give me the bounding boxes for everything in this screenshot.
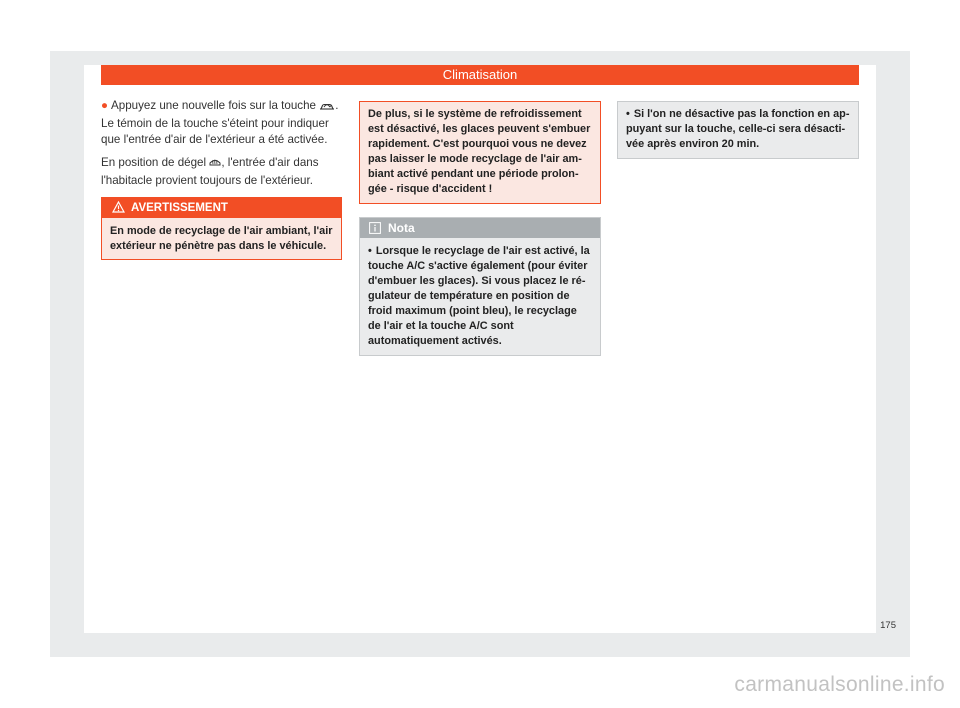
warning-title: AVERTISSEMENT — [131, 202, 228, 214]
page-number: 175 — [880, 620, 896, 631]
warning-header — [102, 198, 341, 218]
warning-text: En mode de recyclage de l'air ambiant, l'air extérieur ne pénètre pas dans le véhicule. — [102, 218, 341, 259]
paragraph-recirculation — [101, 98, 342, 148]
watermark-footer — [0, 672, 960, 708]
para1-text-a: Appuyez une nouvelle fois sur la touche — [111, 99, 316, 112]
watermark-text: carmanualsonline.info — [734, 673, 945, 696]
warning-continued-text: De plus, si le système de refroidissement est désactivé, les glaces peuvent s'embuer rapidement. C'est pourquoi vous ne devez pas laisser le mode recyclage de l'air am-biant activé pendant une période prolon-gée - risque d'accident ! — [368, 108, 591, 195]
defrost-icon — [209, 157, 221, 173]
bullet-icon: ● — [101, 99, 109, 112]
note-box — [359, 217, 601, 356]
car-recirculation-icon — [319, 100, 335, 116]
warning-continued-box — [359, 101, 601, 204]
warning-box — [101, 197, 342, 260]
note-title: Nota — [388, 221, 415, 235]
note-continued-box — [617, 101, 859, 159]
note-text — [360, 238, 600, 355]
info-icon — [369, 220, 381, 240]
ac-key-label-2: A/C — [468, 320, 488, 332]
note-header — [360, 218, 600, 238]
note-continued-text: Si l'on ne désactive pas la fonction en ap-puyant sur la touche, celle-ci sera désacti-vée après environ 20 min. — [626, 108, 850, 150]
para1-text-b: . Le témoin de la touche s'éteint pour indiquer que l'entrée d'air de l'extérieur a été activée. — [101, 99, 339, 146]
column-1 — [101, 98, 342, 260]
ac-key-label: A/C — [406, 260, 426, 272]
bullet-icon: • — [626, 108, 630, 120]
note-text-2: s'active également (pour éviter d'embuer les glaces). Si vous placez le ré-gulateur de température en position de froid maximum (point bleu), le recyclage de l'air et la touche — [368, 260, 588, 332]
warning-triangle-icon — [112, 200, 125, 220]
section-header: Climatisation — [101, 65, 859, 85]
para2-text-a: En position de dégel — [101, 156, 207, 169]
column-3 — [617, 101, 859, 159]
paragraph-defrost — [101, 155, 342, 189]
note-text-1: Lorsque le recyclage de l'air est activé, la touche — [368, 245, 590, 272]
note-text-3: sont automatiquement activés. — [368, 320, 514, 347]
para2-text-b: , l'entrée d'air dans l'habitacle provient toujours de l'extérieur. — [101, 156, 319, 187]
bullet-icon: • — [368, 245, 372, 257]
column-2 — [359, 101, 601, 356]
